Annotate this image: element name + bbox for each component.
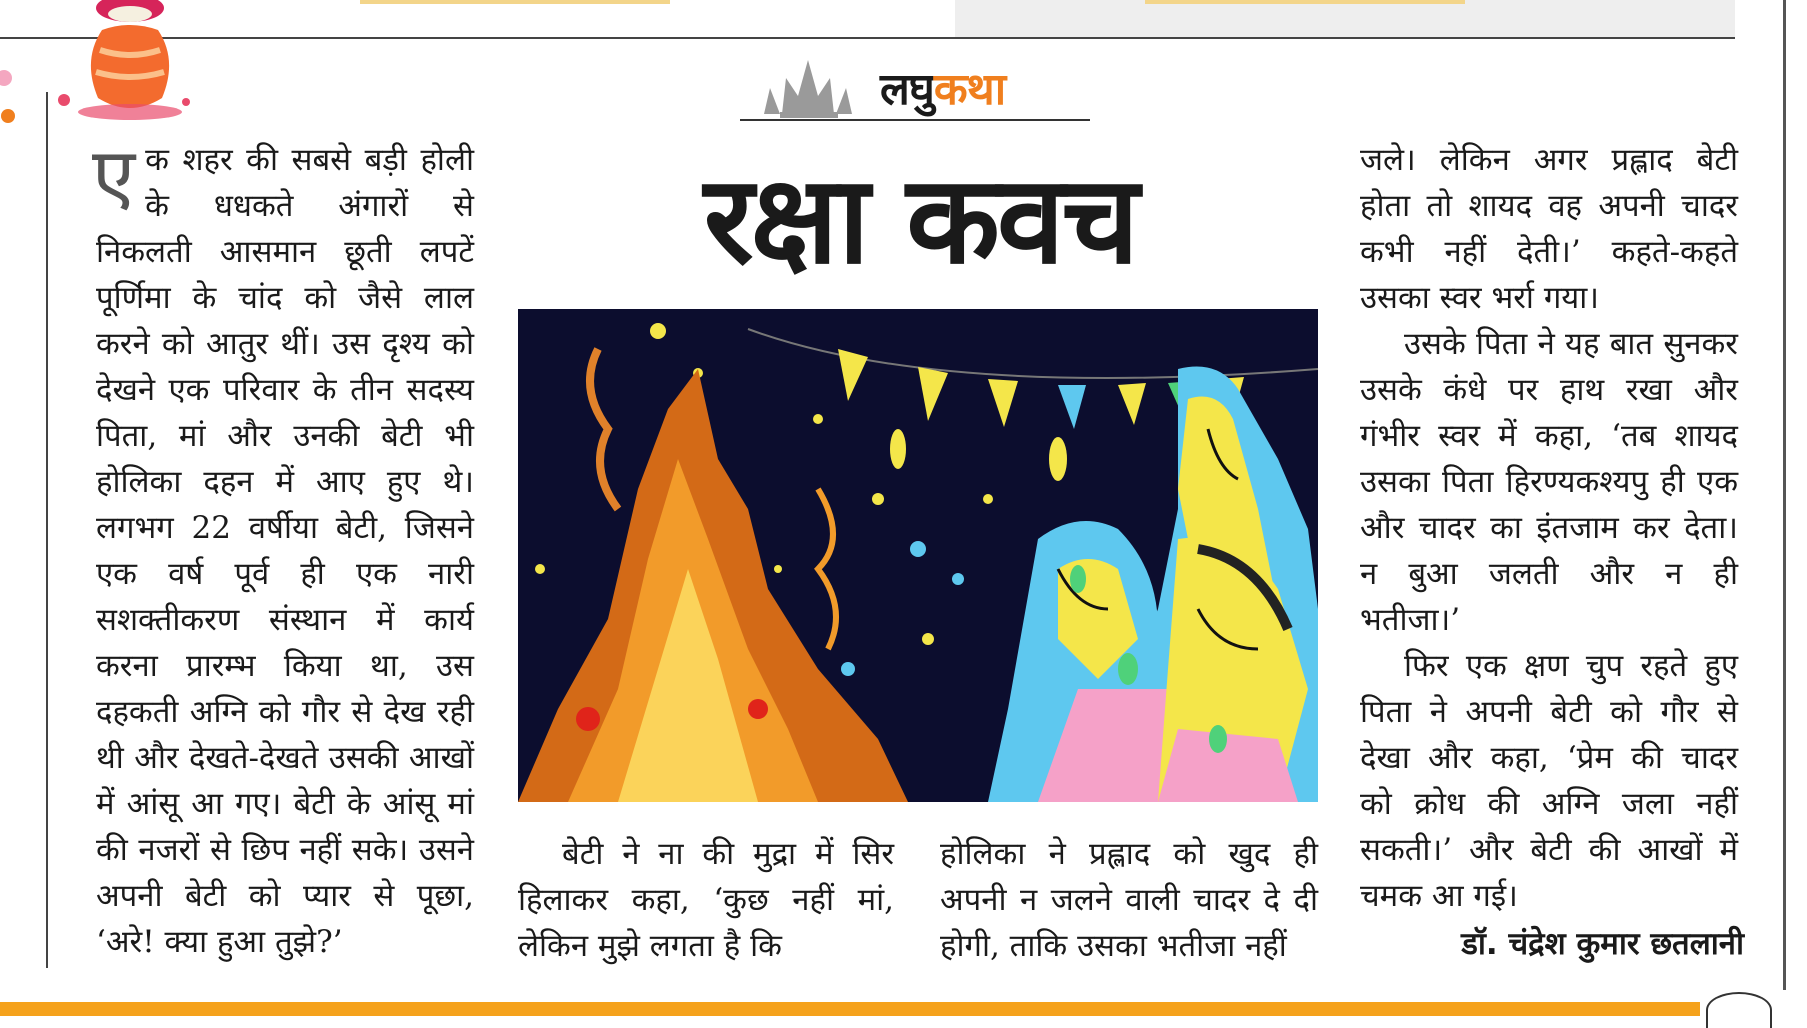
top-strip-right bbox=[1145, 0, 1465, 4]
story-column-2 bbox=[518, 831, 894, 969]
page-corner-icon bbox=[1706, 992, 1772, 1028]
right-divider bbox=[1783, 0, 1786, 990]
color-splash-icon bbox=[0, 68, 30, 128]
kicker-part2: कथा bbox=[933, 64, 1006, 115]
story-paragraph bbox=[96, 137, 474, 965]
story-column-3 bbox=[940, 831, 1318, 969]
story-col1-first: क शहर की सबसे बड़ी होली के धधकते अंगारों से bbox=[145, 142, 474, 224]
story-paragraph: बेटी ने ना की मुद्रा में सिर हिलाकर कहा, ‘कुछ नहीं मां, लेकिन मुझे लगता है कि bbox=[518, 836, 894, 964]
story-paragraph: होलिका ने प्रह्लाद को खुद ही अपनी न जलने वाली चादर दे दी होगी, ताकि उसका भतीजा नहीं bbox=[940, 836, 1318, 964]
bonfire-illustration bbox=[518, 309, 1318, 802]
top-divider bbox=[0, 37, 1735, 39]
left-divider bbox=[46, 92, 48, 968]
story-paragraph: जले। लेकिन अगर प्रह्लाद बेटी होता तो शायद वह अपनी चादर कभी नहीं देती।’ कहते-कहते उसका स्वर भर्रा गया। bbox=[1360, 142, 1738, 316]
story-column-1 bbox=[92, 132, 474, 965]
top-strip-left bbox=[360, 0, 670, 4]
bottom-band bbox=[0, 1002, 1700, 1016]
top-strip-right-bg bbox=[955, 0, 1735, 38]
section-kicker bbox=[880, 60, 1005, 120]
story-paragraph: फिर एक क्षण चुप रहते हुए पिता ने अपनी बेटी को गौर से देखा और कहा, ‘प्रेम की चादर को क्रोध की अग्नि जला नहीं सकती।’ और बेटी की आखों में चमक आ गई। bbox=[1360, 648, 1738, 914]
story-paragraph: उसके पिता ने यह बात सुनकर उसके कंधे पर हाथ रखा और गंभीर स्वर में कहा, ‘तब शायद उसका पिता हिरण्यकश्यपु ही एक और चादर का इंतजाम कर देता। न बुआ जलती और न ही भतीजा।’ bbox=[1360, 326, 1738, 638]
author-byline: डॉ. चंद्रेश कुमार छतलानी bbox=[1461, 926, 1744, 962]
story-col1-rest: निकलती आसमान छूती लपटें पूर्णिमा के चांद को जैसे लाल करने को आतुर थीं। उस दृश्य को देखने एक परिवार के तीन सदस्य पिता, मां और उनकी बेटी भी होलिका दहन में आए हुए थे। लगभग 22 वर्षीया बेटी, जिसने एक वर्ष पूर्व ही एक नारी सशक्तीकरण संस्थान में कार्य करना प्रारम्भ किया था, उस दहकती अग्नि को गौर से देख रही थी और देखते-देखते उसकी आखों में आंसू आ गए। बेटी के आंसू मां की नजरों से छिप नहीं सके। उसने अपनी बेटी को प्यार से पूछा, ‘अरे! क्या हुआ तुझे?’ bbox=[96, 234, 474, 960]
headline: रक्षा कवच bbox=[703, 149, 1137, 291]
story-column-4 bbox=[1360, 137, 1738, 919]
holi-pot-icon bbox=[50, 0, 190, 130]
kicker-part1: लघु bbox=[880, 64, 934, 115]
drop-cap: ए bbox=[92, 132, 136, 222]
kicker-underline bbox=[740, 119, 1090, 121]
